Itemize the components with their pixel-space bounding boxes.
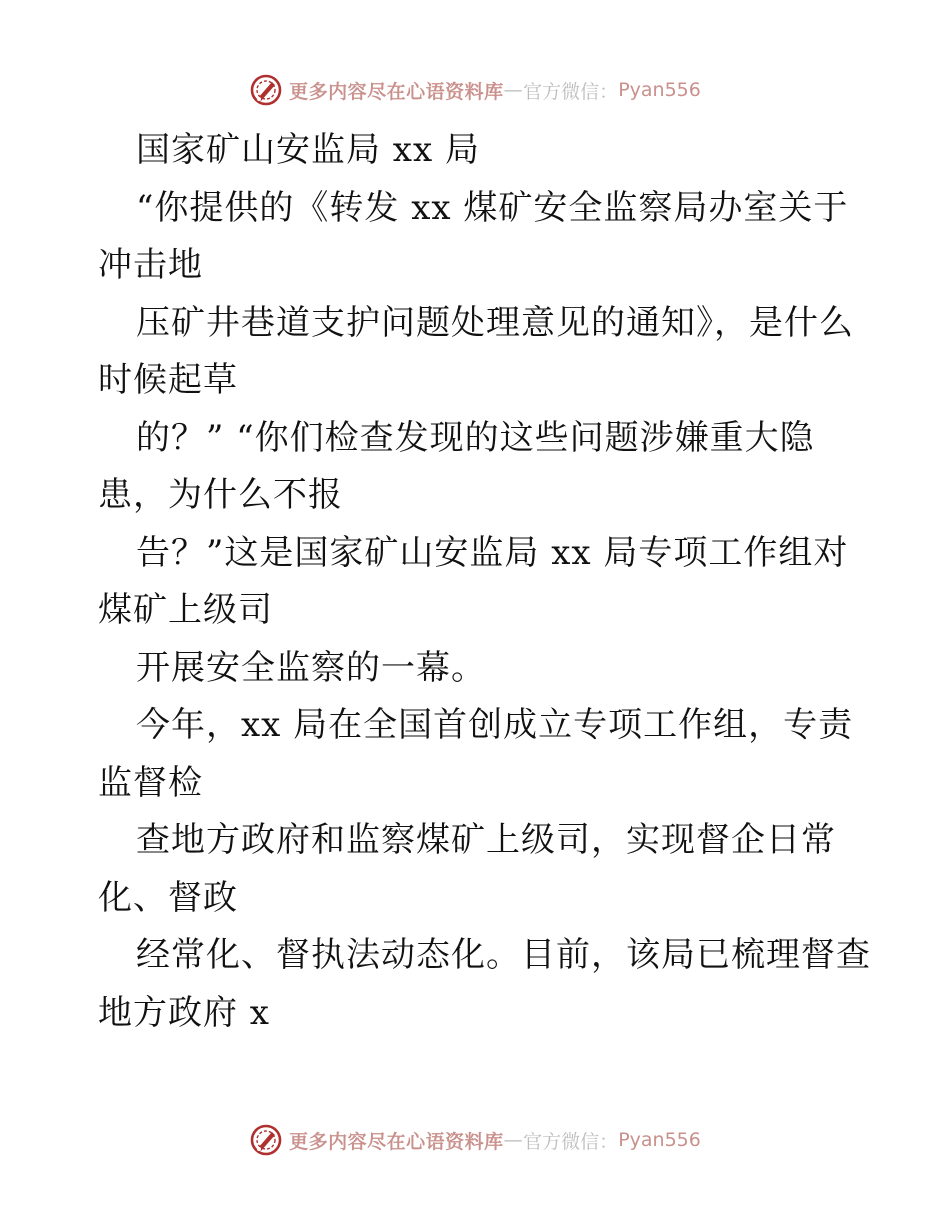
pen-nib-circle-logo-icon (249, 73, 283, 107)
header-promo-text: 更多内容尽在心语资料库 (289, 80, 504, 103)
document-line: 查地方政府和监察煤矿上级司，实现督企日常 (136, 820, 836, 860)
header-banner (0, 70, 950, 110)
footer-separator: — (503, 1129, 524, 1151)
pen-nib-circle-logo-icon (249, 1123, 283, 1157)
document-line: 化、督政 (98, 877, 238, 918)
header-contact-label: 官方微信： (523, 80, 619, 103)
document-body (98, 122, 871, 1042)
document-line: 监督检 (98, 762, 203, 803)
document-line: 的？” “你们检查发现的这些问题涉嫌重大隐 (136, 417, 815, 458)
document-line: 国家矿山安监局 xx 局 (136, 130, 480, 170)
document-line: 时候起草 (98, 360, 238, 400)
document-line: 今年，xx 局在全国首创成立专项工作组，专责 (136, 705, 854, 745)
footer-contact-label: 官方微信： (523, 1130, 619, 1153)
document-line: 压矿井巷道支护问题处理意见的通知》，是什么 (136, 302, 854, 343)
document-line: 开展安全监察的一幕。 (136, 647, 486, 688)
document-line: 冲击地 (98, 245, 203, 285)
document-line: 经常化、督执法动态化。目前，该局已梳理督查 (136, 935, 871, 975)
header-wechat-id: Pyan556 (618, 79, 701, 101)
document-line: 患，为什么不报 (98, 475, 343, 515)
footer-promo-text: 更多内容尽在心语资料库 (289, 1130, 504, 1153)
header-separator: — (503, 79, 524, 101)
document-line: 地方政府 x (98, 992, 270, 1033)
document-line: 告？”这是国家矿山安监局 xx 局专项工作组对 (136, 532, 849, 573)
document-line: “你提供的《转发 xx 煤矿安全监察局办室关于 (136, 187, 849, 228)
footer-banner (0, 1120, 950, 1160)
document-line: 煤矿上级司 (98, 590, 273, 630)
footer-wechat-id: Pyan556 (618, 1129, 701, 1151)
